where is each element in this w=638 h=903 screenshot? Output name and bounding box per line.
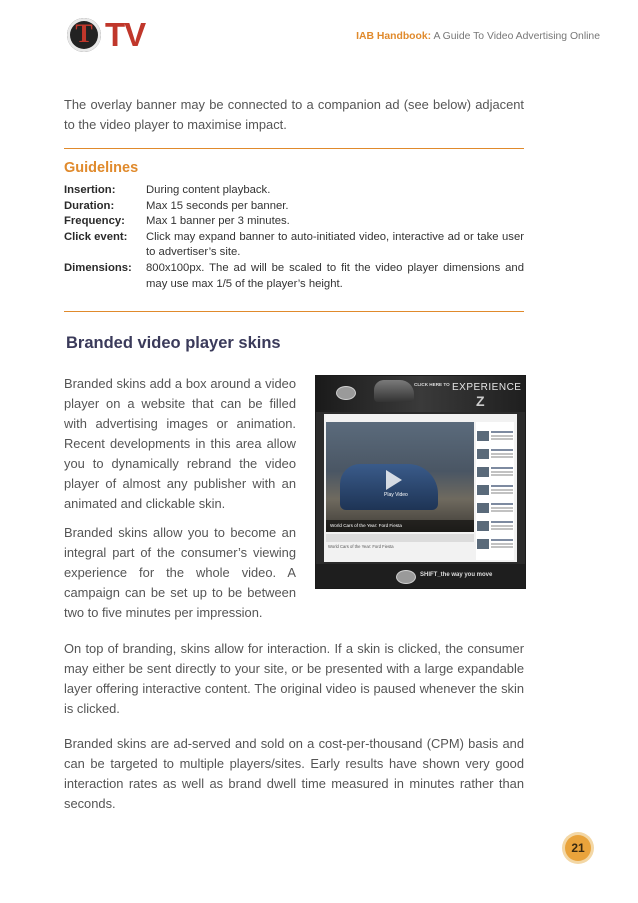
list-item [477, 520, 513, 536]
guideline-value: Click may expand banner to auto-initiated video, interactive ad or take user to advertiser’s site. [146, 230, 524, 259]
guideline-value: Max 15 seconds per banner. [146, 199, 289, 212]
logo-mark: T [75, 19, 93, 48]
video-area [326, 422, 474, 532]
bottom-divider [64, 311, 524, 312]
guideline-row [64, 230, 524, 261]
guideline-value: During content playback. [146, 184, 271, 196]
guideline-row [64, 199, 524, 215]
guideline-value: Max 1 banner per 3 minutes. [146, 215, 290, 228]
guideline-label: Frequency: [64, 215, 125, 228]
video-title: World Cars of the Year: Ford Fiesta [328, 544, 394, 549]
player-controls [326, 534, 474, 542]
skin-footer [316, 564, 525, 588]
footer-text: SHIFT_the way you move [420, 572, 493, 578]
top-divider [64, 148, 524, 149]
nissan-logo-icon [396, 570, 416, 584]
list-item [477, 448, 513, 464]
skins-paragraph-4: Branded skins are ad-served and sold on a cost-per-thousand (CPM) basis and can be targeted to multiple players/sites. Early results have shown very good interaction rates as well as brand dwell time measured in minutes rather than seconds. [64, 736, 524, 811]
list-item [477, 538, 513, 554]
handbook-subtitle: A Guide To Video Advertising Online [433, 31, 600, 42]
guideline-label: Click event: [64, 230, 128, 243]
list-item [477, 430, 513, 446]
guideline-row [64, 261, 524, 292]
guidelines-heading: Guidelines [64, 160, 139, 176]
skin-top-banner [316, 376, 525, 412]
guideline-row [64, 183, 524, 199]
skins-paragraph-3: On top of branding, skins allow for interaction. If a skin is clicked, the consumer may either be sent directly to your site, or be presented with a large expandable layer offering interactive content. The original video is paused whenever the skin is clicked. [64, 641, 524, 716]
play-icon [386, 470, 402, 490]
list-item [477, 466, 513, 482]
video-caption: World Cars of the Year: Ford Fiesta [326, 520, 474, 532]
playlist [476, 422, 514, 560]
play-label: Play Video [384, 492, 408, 498]
logo-text: TV [105, 16, 146, 53]
banner-experience: EXPERIENCE [452, 382, 522, 393]
page-number: 21 [565, 835, 591, 861]
guideline-label: Insertion: [64, 184, 116, 196]
running-header [356, 31, 600, 42]
intro-paragraph: The overlay banner may be connected to a companion ad (see below) adjacent to the video player to maximise impact. [64, 97, 524, 132]
list-item [477, 484, 513, 500]
list-item [477, 502, 513, 518]
player-frame [324, 414, 517, 562]
guideline-label: Dimensions: [64, 261, 132, 274]
guideline-value: 800x100px. The ad will be scaled to fit the video player dimensions and may use max 1/5 of the player’s height. [146, 261, 524, 290]
banner-cta: CLICK HERE TO [414, 382, 450, 387]
branded-skin-screenshot [315, 375, 526, 589]
guideline-row [64, 214, 524, 230]
car-image-icon [374, 380, 414, 402]
skins-paragraph-1: Branded skins add a box around a video player on a website that can be filled with advertising images or animation. Recent developments in this area allow you to dynamically rebrand the video player of almost any publisher with an animated and clickable skin. [64, 376, 296, 511]
skins-paragraph-2: Branded skins allow you to become an integral part of the consumer’s viewing experience for the whole video. A campaign can be set up to be between two to five minutes per impression. [64, 525, 296, 620]
banner-z: Z [476, 393, 485, 409]
guideline-label: Duration: [64, 199, 115, 212]
handbook-label: IAB Handbook: [356, 31, 432, 42]
guidelines-table [64, 183, 524, 292]
nissan-logo-icon [336, 386, 356, 400]
section-heading: Branded video player skins [66, 334, 281, 352]
tv-logo [67, 14, 145, 58]
